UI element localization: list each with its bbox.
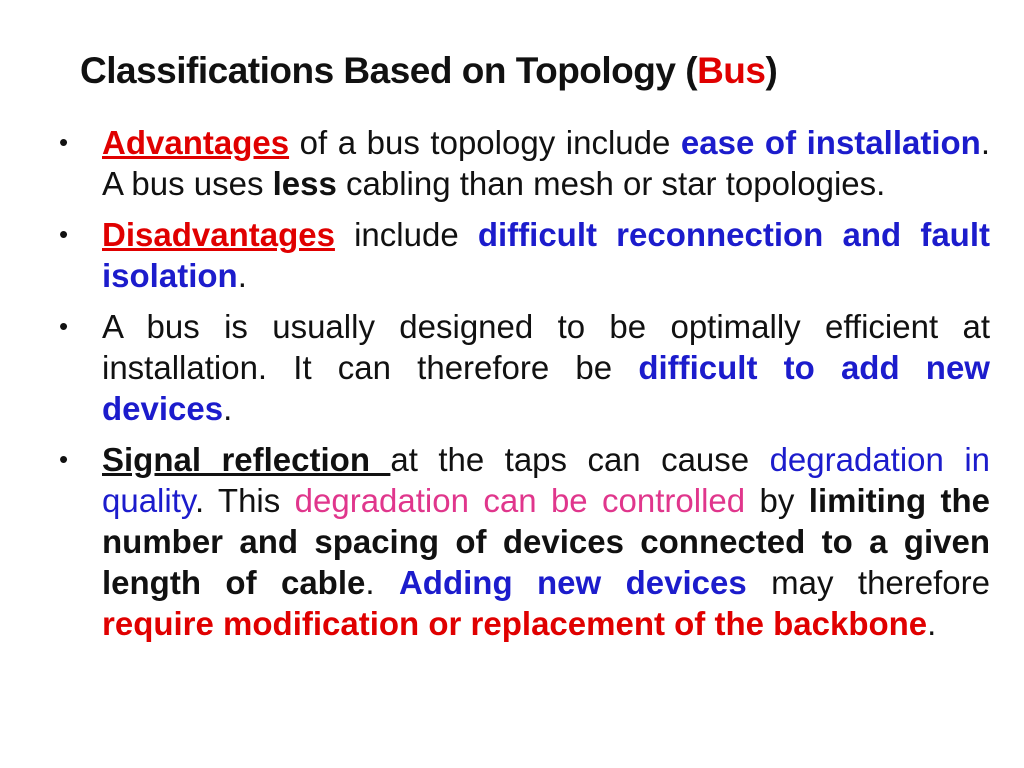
segment: degradation in quality [102, 441, 991, 519]
segment: less [272, 165, 337, 202]
bullet-list [55, 122, 990, 654]
segment: may therefore [746, 564, 990, 601]
segment: Adding new devices [398, 564, 747, 601]
segment: Disadvantages [102, 216, 335, 253]
bullet-item-disadvantages [55, 214, 990, 296]
segment: . This [194, 482, 295, 519]
segment: . [365, 564, 399, 601]
segment: . A bus uses [102, 124, 990, 202]
bullet-item-signal-reflection [55, 439, 990, 644]
bullet-dot-icon: • [59, 127, 69, 157]
title-suffix: ) [765, 50, 778, 91]
segment: of a bus topology include [289, 124, 681, 161]
segment: Signal reflection [102, 441, 391, 478]
segment: degradation can be controlled [294, 482, 746, 519]
segment: A bus is usually designed to be optimally efficient at installation. It can therefore be [102, 308, 990, 386]
segment: Advantages [102, 124, 290, 161]
segment: . [223, 390, 233, 427]
bullet-dot-icon: • [59, 444, 69, 474]
segment: at the taps can cause [390, 441, 770, 478]
segment: difficult to add new devices [102, 349, 990, 427]
title-highlight: Bus [697, 50, 766, 91]
bullet-item-advantages [55, 122, 990, 204]
bullet-dot-icon: • [59, 311, 69, 341]
segment: limiting the number and spacing of devices connected to a given length of cable [102, 482, 990, 601]
segment: . [927, 605, 937, 642]
segment: . [237, 257, 247, 294]
bullet-dot-icon: • [59, 219, 69, 249]
segment: ease of installation [680, 124, 981, 161]
title-prefix: Classifications Based on Topology ( [80, 50, 698, 91]
segment: require modification or replacement of the backbone [102, 605, 928, 642]
segment: difficult reconnection and fault isolation [102, 216, 990, 294]
segment: by [745, 482, 809, 519]
bullet-item-efficiency [55, 306, 990, 429]
slide-title [80, 50, 960, 92]
segment: include [334, 216, 478, 253]
segment: cabling than mesh or star topologies. [336, 165, 886, 202]
